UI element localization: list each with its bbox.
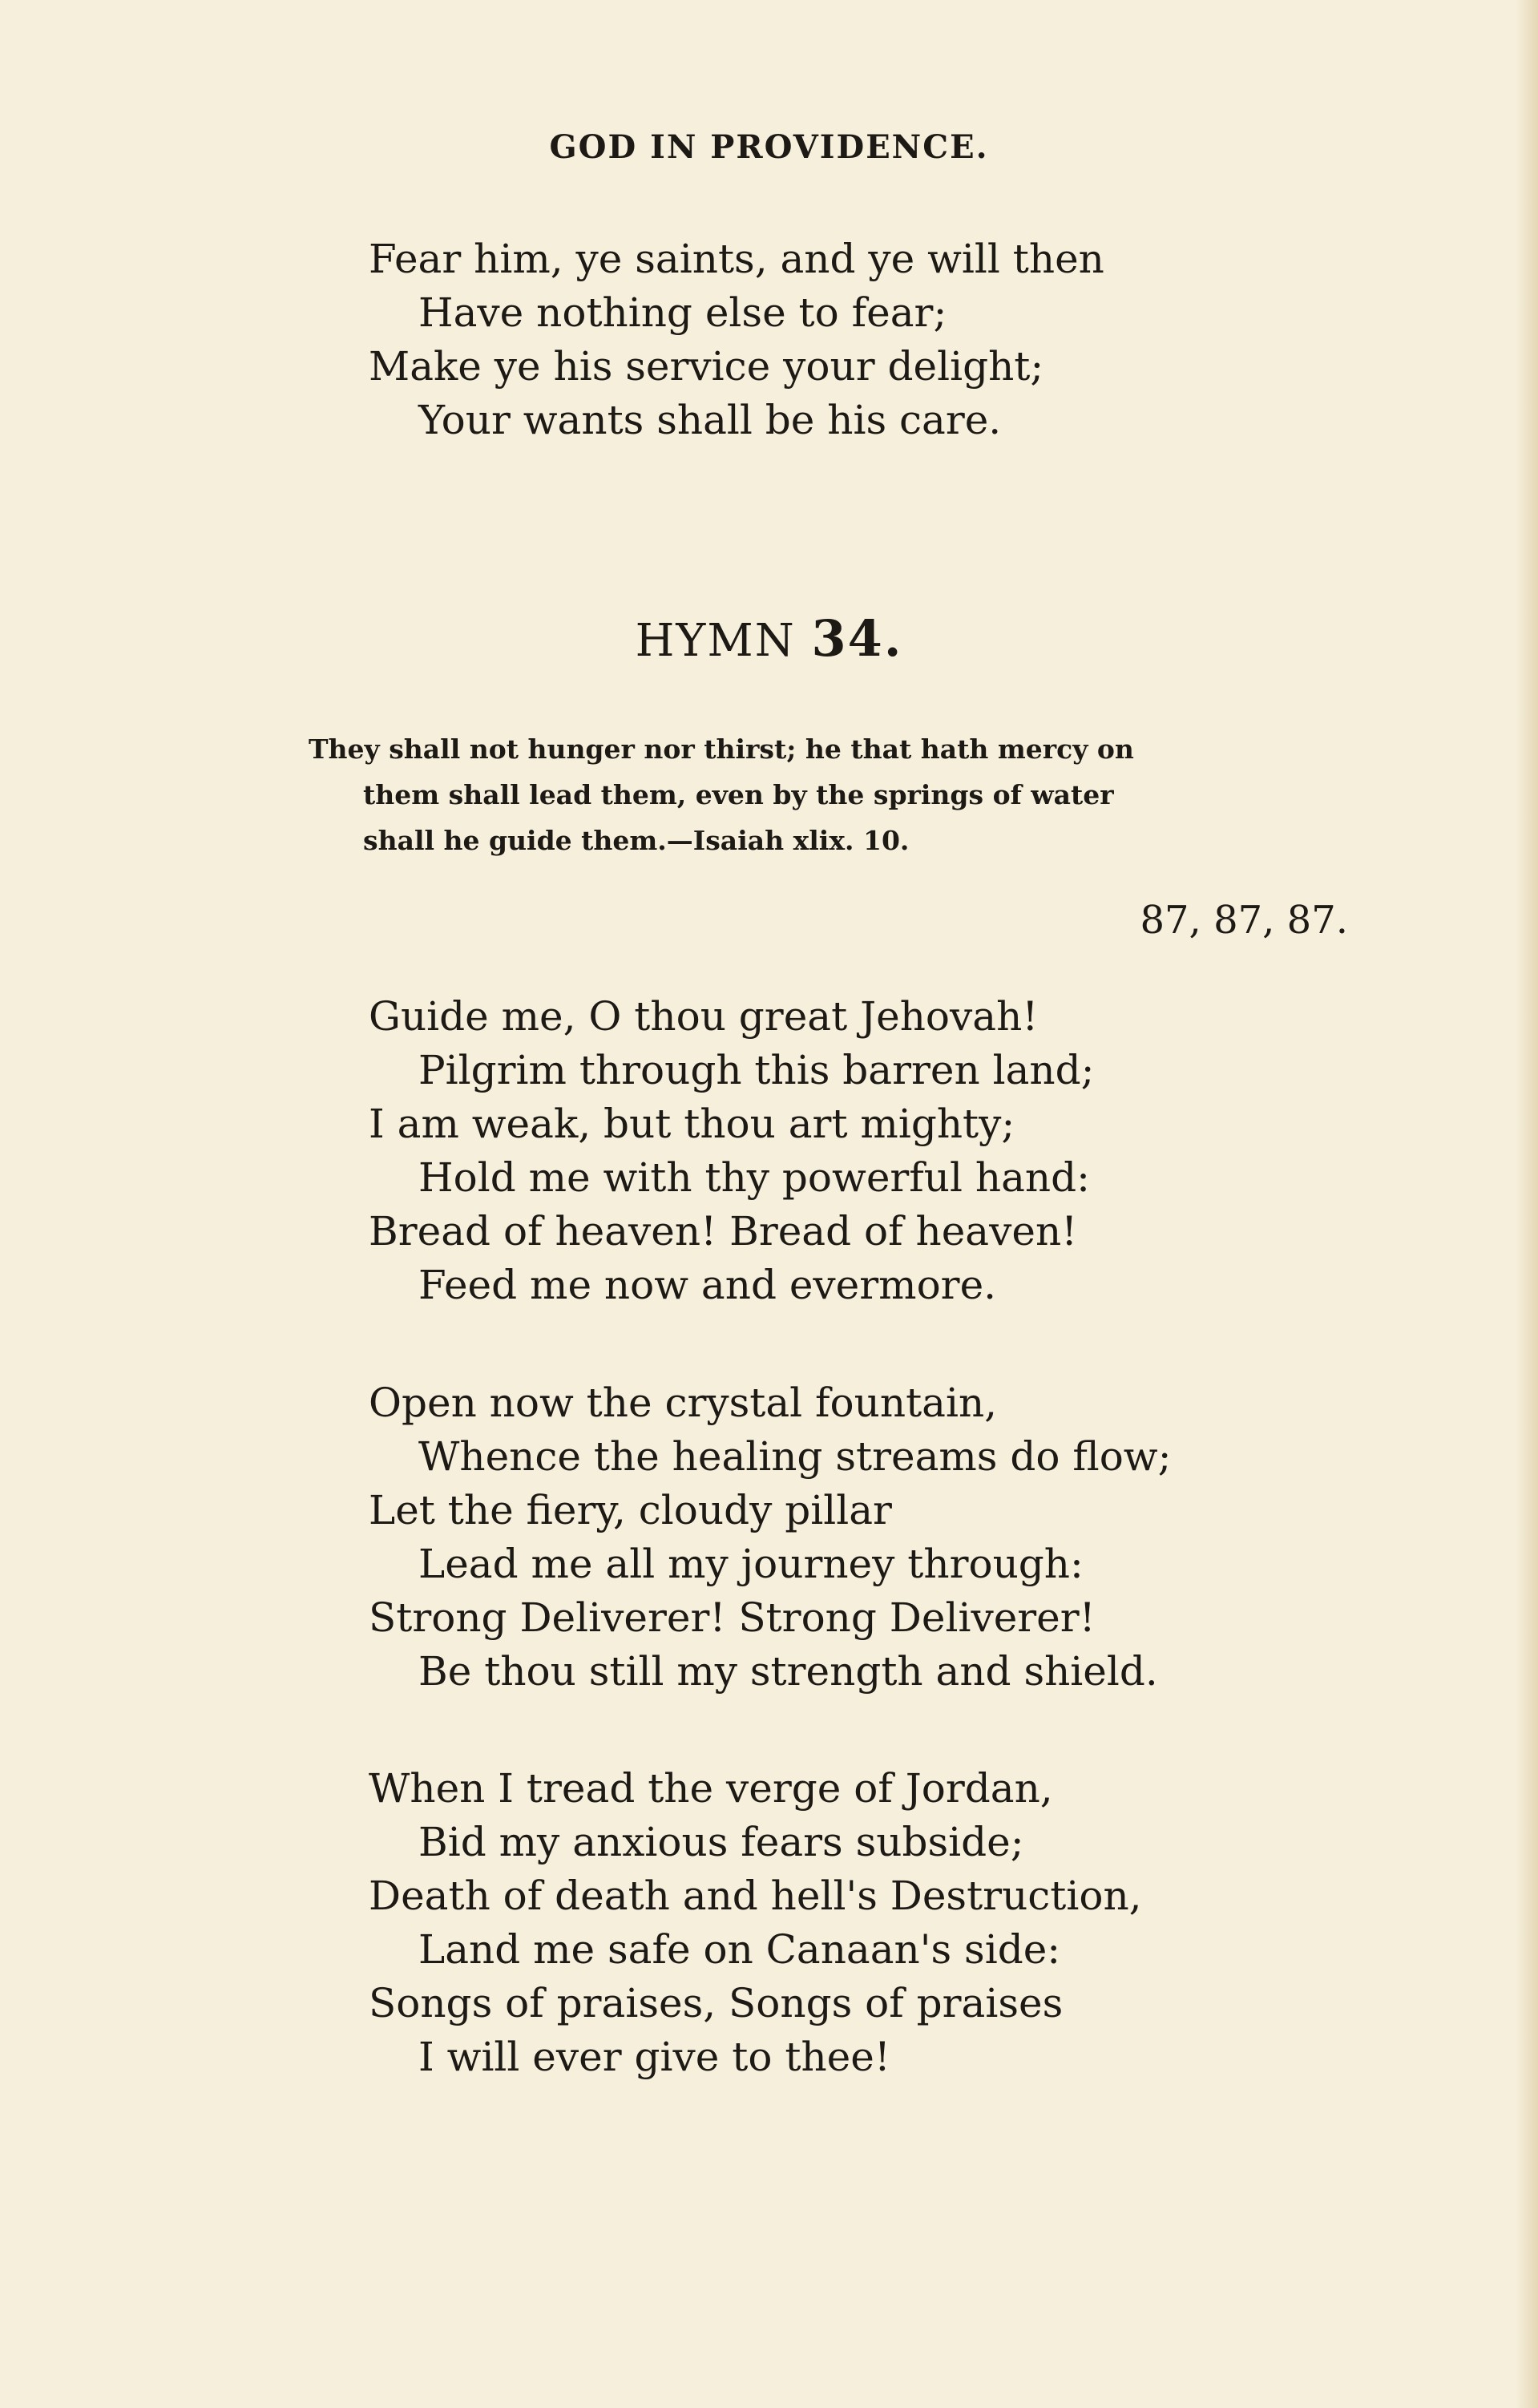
verse-line: Make ye his service your delight;	[369, 343, 1044, 390]
verse-line: Feed me now and evermore.	[418, 1262, 997, 1308]
verse-line: Guide me, O thou great Jehovah!	[369, 993, 1039, 1040]
running-head: GOD IN PROVIDENCE.	[549, 128, 989, 166]
verse-line: Bread of heaven! Bread of heaven!	[369, 1208, 1078, 1255]
meter: 87, 87, 87.	[1140, 898, 1348, 943]
verse-line: Death of death and hell's Destruction,	[369, 1873, 1142, 1919]
verse-line: Your wants shall be his care.	[418, 397, 1002, 443]
hymn-label: HYMN	[635, 615, 796, 667]
verse-line: Hold me with thy powerful hand:	[418, 1154, 1090, 1201]
verse-line: When I tread the verge of Jordan,	[369, 1765, 1053, 1812]
verse-line: Be thou still my strength and shield.	[418, 1648, 1158, 1695]
verse-line: Strong Deliverer! Strong Deliverer!	[369, 1594, 1096, 1641]
verse-line: Pilgrim through this barren land;	[418, 1047, 1095, 1093]
stanza-2	[0, 1376, 1538, 1699]
verse-line: I will ever give to thee!	[418, 2034, 890, 2080]
epigraph	[309, 726, 1302, 863]
epigraph-line: shall he guide them.—Isaiah xlix. 10.	[363, 825, 910, 856]
verse-line: Let the fiery, cloudy pillar	[369, 1487, 892, 1533]
verse-line: Songs of praises, Songs of praises	[369, 1980, 1064, 2026]
epigraph-line: them shall lead them, even by the springs of water	[363, 779, 1114, 810]
verse-line: Lead me all my journey through:	[418, 1541, 1084, 1587]
verse-line: I am weak, but thou art mighty;	[369, 1101, 1015, 1147]
verse-line: Land me safe on Canaan's side:	[418, 1926, 1061, 1973]
hymn-title	[0, 609, 1538, 668]
epigraph-line: They shall not hunger nor thirst; he that hath mercy on	[309, 733, 1134, 765]
stanza-1	[0, 990, 1538, 1312]
verse-line: Whence the healing streams do flow;	[418, 1433, 1172, 1480]
verse-line: Bid my anxious fears subside;	[418, 1819, 1024, 1865]
previous-stanza	[0, 232, 1538, 447]
stanza-3	[0, 1762, 1538, 2084]
verse-line: Fear him, ye saints, and ye will then	[369, 236, 1104, 282]
verse-line: Have nothing else to fear;	[418, 289, 947, 336]
hymn-number: 34.	[811, 609, 903, 668]
verse-line: Open now the crystal fountain,	[369, 1380, 998, 1426]
